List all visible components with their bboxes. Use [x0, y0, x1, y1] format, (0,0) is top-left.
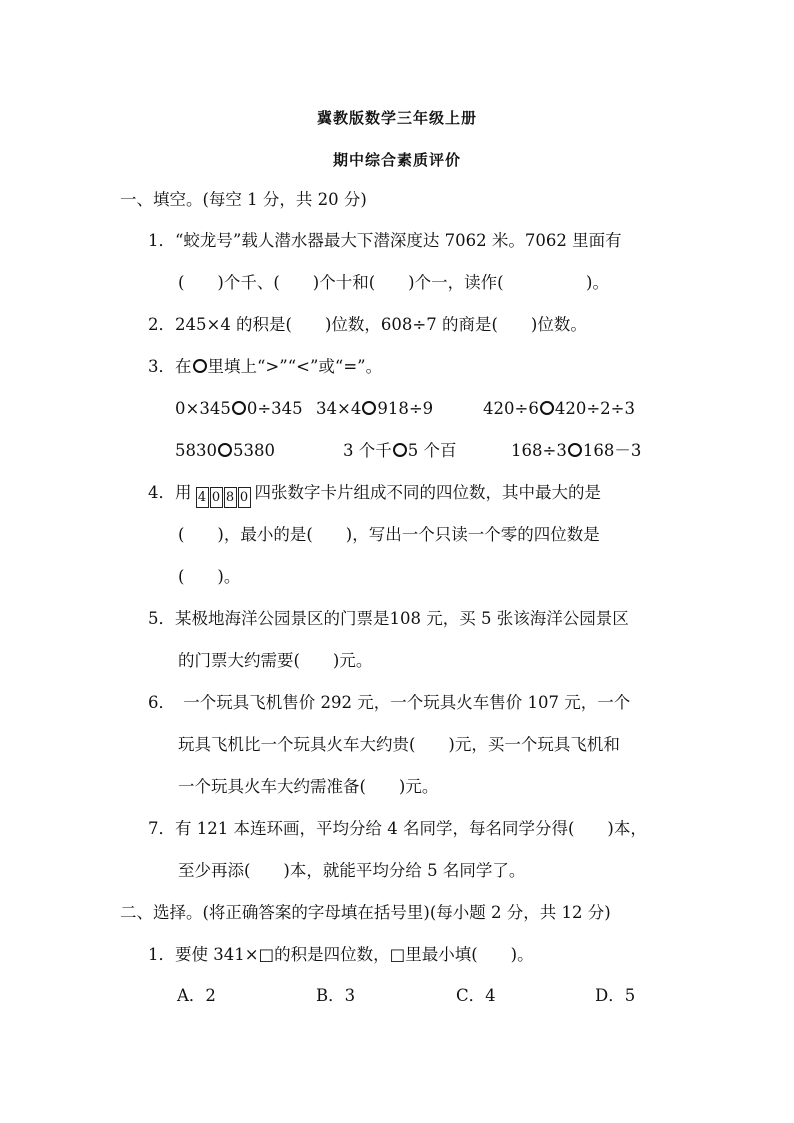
digit-cards [196, 487, 251, 508]
document-subtitle: 期中综合素质评价 [332, 151, 461, 169]
section1-heading: 一、填空。(每空 1 分，共 20 分) [120, 190, 367, 209]
compare-circle-icon [568, 443, 582, 457]
q3-row1-item3: 420÷6 420÷2÷3 [483, 399, 635, 418]
q3-line1-post: 里填上“>”“<”或“=”。 [207, 357, 383, 376]
option-c: C．4 [456, 986, 496, 1005]
q6-line2: 玩具飞机比一个玩具火车大约贵( )元，买一个玩具飞机和 [178, 735, 620, 754]
digit-card: 4 [196, 487, 209, 508]
option-a: A．2 [177, 986, 216, 1005]
s2-q1-line1: 1．要使 341×□的积是四位数，□里最小填( )。 [148, 945, 534, 964]
q3-row1-item2: 34×4 918÷9 [316, 399, 434, 418]
section2-heading: 二、选择。(将正确答案的字母填在括号里)(每小题 2 分，共 12 分) [120, 903, 611, 922]
q7-line1: 7．有 121 本连环画，平均分给 4 名同学，每名同学分得( )本， [148, 819, 647, 838]
q3-line1-pre: 3．在 [148, 357, 192, 376]
q2-line1: 2．245×4 的积是( )位数，608÷7 的商是( )位数。 [148, 315, 587, 334]
option-b: B．3 [316, 986, 356, 1005]
q7-line2: 至少再添( )本，就能平均分给 5 名同学了。 [178, 861, 526, 880]
q4-line2: ( )，最小的是( )，写出一个只读一个零的四位数是 [178, 525, 600, 544]
compare-circle-icon [232, 401, 246, 415]
q3-line1 [148, 356, 382, 378]
compare-circle-icon [218, 443, 232, 457]
q6-line1: 6． 一个玩具飞机售价 292 元，一个玩具火车售价 107 元，一个 [148, 693, 631, 712]
q1-line1: 1．“蛟龙号”载人潜水器最大下潜深度达 7062 米。7062 里面有 [148, 231, 622, 250]
q5-line2: 的门票大约需要( )元。 [178, 651, 373, 670]
q5-line1: 5．某极地海洋公园景区的门票是108 元，买 5 张该海洋公园景区 [148, 609, 629, 628]
q3-row2-item2: 3 个千 5 个百 [343, 441, 457, 460]
digit-card: 8 [224, 487, 237, 508]
compare-circle-icon [193, 359, 207, 373]
digit-card: 0 [210, 487, 223, 508]
q4-line3: ( )。 [178, 567, 241, 586]
option-d: D．5 [595, 986, 636, 1005]
q3-row2-item3: 168÷3 168－3 [511, 441, 642, 460]
compare-circle-icon [393, 443, 407, 457]
q3-row1-item1: 0×345 0÷345 [175, 399, 303, 418]
q6-line3: 一个玩具火车大约需准备( )元。 [178, 777, 439, 796]
compare-circle-icon [540, 401, 554, 415]
q3-row2-item1: 5830 5380 [175, 441, 275, 460]
document-title: 冀教版数学三年级上册 [316, 109, 477, 127]
digit-card: 0 [238, 487, 251, 508]
compare-circle-icon [362, 401, 376, 415]
q4-line1: 4．用 4 0 8 0 四张数字卡片组成不同的四位数，其中最大的是 [148, 482, 601, 508]
q1-line2: ( )个千、( )个十和( )个一，读作( )。 [178, 273, 609, 292]
